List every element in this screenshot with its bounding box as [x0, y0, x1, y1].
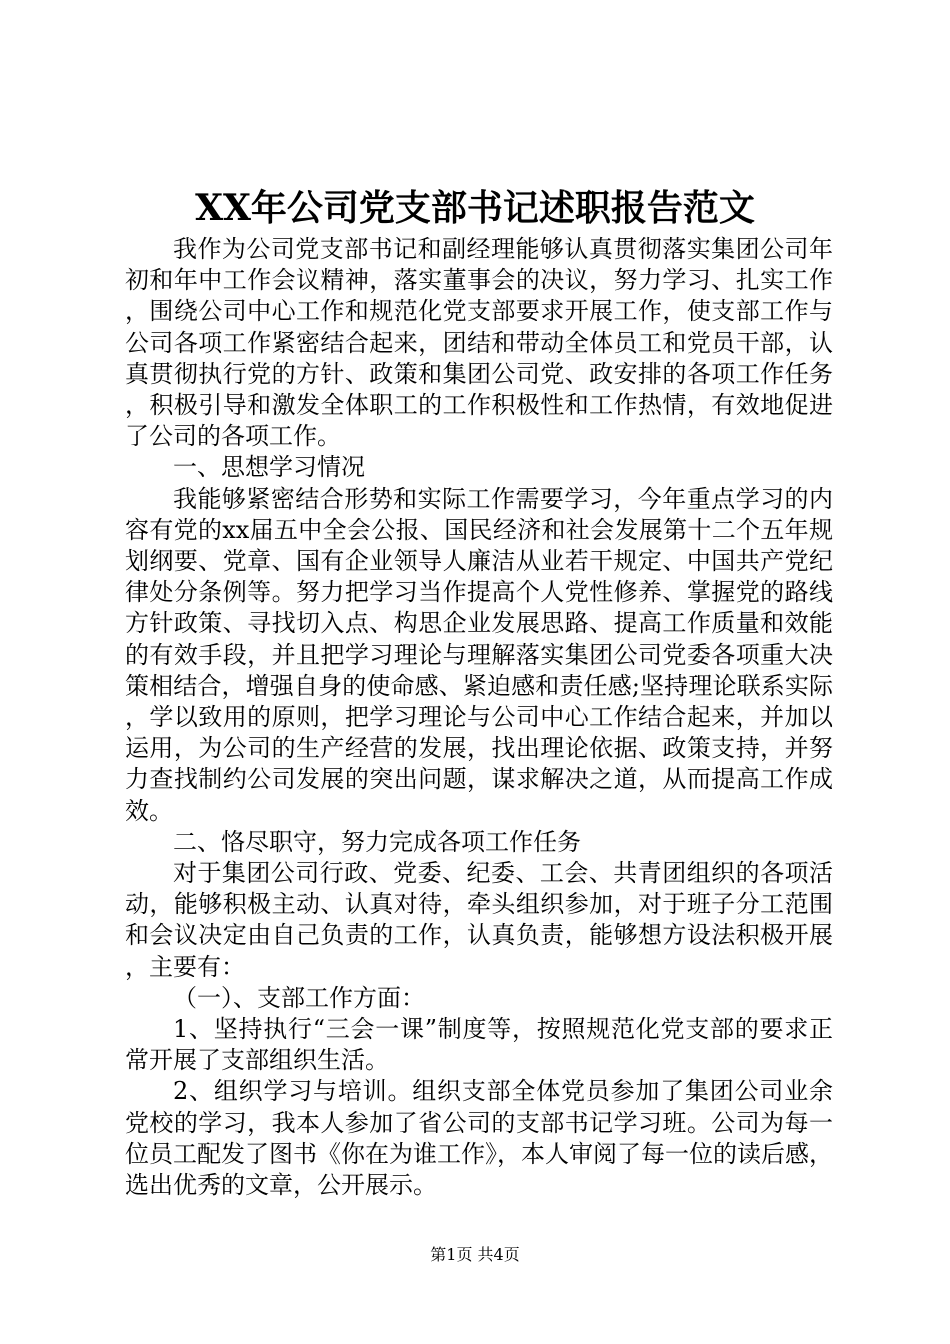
- heading-section-1: 一、思想学习情况: [173, 453, 365, 482]
- heading-section-2: 二、恪尽职守，努力完成各项工作任务: [173, 827, 581, 856]
- paragraph-intro: 我作为公司党支部书记和副经理能够认真贯彻落实集团公司年初和年中工作会议精神，落实董事会的决议，努力学习、扎实工作，围绕公司中心工作和规范化党支部要求开展工作，使支部工作与公司各项工作紧密结合起来，团结和带动全体员工和党员干部，认真贯彻执行党的方针、政策和集团公司党、政安排的各项工作任务，积极引导和激发全体职工的工作积极性和工作热情，有效地促进了公司的各项工作。: [125, 235, 833, 451]
- document-body: [125, 234, 833, 1201]
- list-item-1: 1、坚持执行“三会一课”制度等，按照规范化党支部的要求正常开展了支部组织生活。: [125, 1015, 833, 1075]
- subheading-branch-work: （一）、支部工作方面：: [173, 983, 425, 1012]
- paragraph-duties: 对于集团公司行政、党委、纪委、工会、共青团组织的各项活动，能够积极主动、认真对待，牵头组织参加，对于班子分工范围和会议决定由自己负责的工作，认真负责，能够想方设法积极开展，主要有：: [125, 859, 833, 981]
- list-item-2: 2、组织学习与培训。组织支部全体党员参加了集团公司业余党校的学习，我本人参加了省公司的支部书记学习班。公司为每一位员工配发了图书《你在为谁工作》，本人审阅了每一位的读后感，选出优秀的文章，公开展示。: [125, 1077, 833, 1200]
- page-footer: 第1页 共4页: [430, 1245, 520, 1264]
- paragraph-study: 我能够紧密结合形势和实际工作需要学习，今年重点学习的内容有党的xx届五中全会公报、国民经济和社会发展第十二个五年规划纲要、党章、国有企业领导人廉洁从业若干规定、中国共产党纪律处分条例等。努力把学习当作提高个人党性修养、掌握党的路线方针政策、寻找切入点、构思企业发展思路、提高工作质量和效能的有效手段，并且把学习理论与理解落实集团公司党委各项重大决策相结合，增强自身的使命感、紧迫感和责任感;坚持理论联系实际，学以致用的原则，把学习理论与公司中心工作结合起来，并加以运用，为公司的生产经营的发展，找出理论依据、政策支持，并努力查找制约公司发展的突出问题，谋求解决之道，从而提高工作成效。: [125, 484, 833, 825]
- document-title: XX年公司党支部书记述职报告范文: [195, 187, 755, 229]
